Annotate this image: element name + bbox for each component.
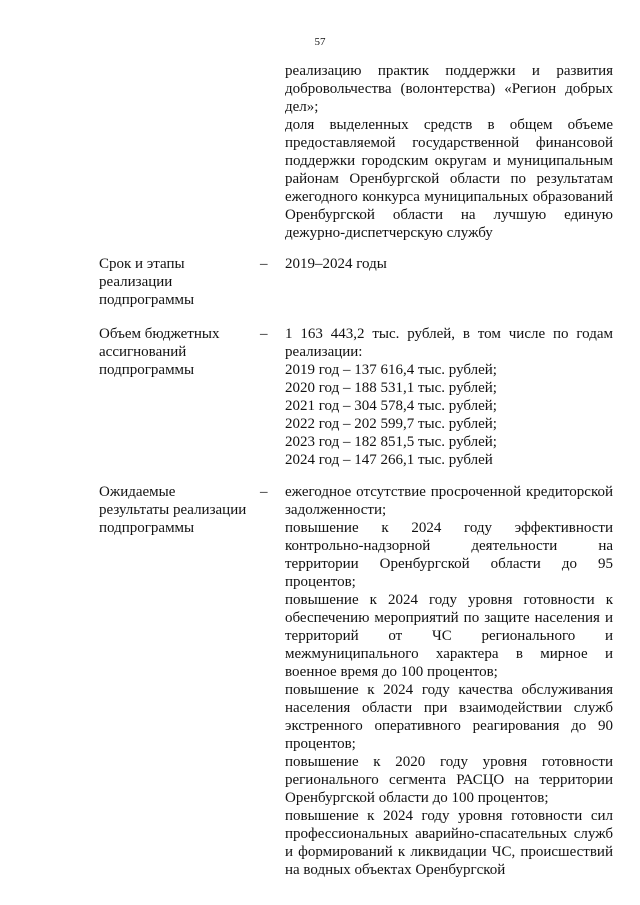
result-item: повышение к 2024 году уровня готовности сил профессиональных аварийно-спасательных служб и формирований к ликвидации ЧС, происшествий на водных объектах Оренбургской <box>285 808 613 878</box>
label-line: подпрограммы <box>99 520 195 536</box>
continuation-text <box>285 62 613 242</box>
row-value <box>285 255 613 273</box>
budget-year: 2020 год – 188 531,1 тыс. рублей; <box>285 380 497 396</box>
result-item: повышение к 2020 году уровня готовности регионального сегмента РАСЦО на территории Оренбургской области до 100 процентов; <box>285 754 613 806</box>
budget-intro: 1 163 443,2 тыс. рублей, в том числе по годам реализации: <box>285 326 613 360</box>
row-dash: – <box>260 256 268 272</box>
result-item: повышение к 2024 году эффективности контрольно-надзорной деятельности на территории Оренбургской области до 95 процентов; <box>285 520 613 590</box>
continuation-item: доля выделенных средств в общем объеме предоставляемой государственной финансовой поддержки городским округам и муниципальным районам Оренбургской области по результатам ежегодного конкурса муниципальных образований Оренбургской области на лучшую единую дежурно-диспетчерскую службу <box>285 117 613 241</box>
row-label <box>99 483 259 537</box>
budget-year: 2022 год – 202 599,7 тыс. рублей; <box>285 416 497 432</box>
budget-year: 2021 год – 304 578,4 тыс. рублей; <box>285 398 497 414</box>
page-number: 57 <box>314 36 326 48</box>
result-item: повышение к 2024 году качества обслуживания населения области при взаимодействии служб экстренного оперативного реагирования до 90 процентов; <box>285 682 613 752</box>
label-line: Объем бюджетных <box>99 326 220 342</box>
continuation-item: реализацию практик поддержки и развития добровольчества (волонтерства) «Регион добрых дел»; <box>285 63 613 115</box>
budget-year: 2019 год – 137 616,4 тыс. рублей; <box>285 362 497 378</box>
budget-year: 2024 год – 147 266,1 тыс. рублей <box>285 452 493 468</box>
label-line: реализации <box>99 274 173 290</box>
label-line: Ожидаемые <box>99 484 176 500</box>
label-line: ассигнований <box>99 344 187 360</box>
label-line: Срок и этапы <box>99 256 185 272</box>
label-line: подпрограммы <box>99 362 195 378</box>
row-dash: – <box>260 484 268 500</box>
row-value <box>285 325 613 469</box>
label-line: результаты реализации <box>99 502 247 518</box>
result-item: ежегодное отсутствие просроченной кредиторской задолженности; <box>285 484 613 518</box>
budget-year: 2023 год – 182 851,5 тыс. рублей; <box>285 434 497 450</box>
term-value: 2019–2024 годы <box>285 256 387 272</box>
budget-years-list <box>285 361 613 469</box>
row-dash: – <box>260 326 268 342</box>
row-label <box>99 325 259 379</box>
row-value <box>285 483 613 879</box>
result-item: повышение к 2024 году уровня готовности к обеспечению мероприятий по защите населения и территорий от ЧС регионального и межмуниципального характера в мирное и военное время до 100 процентов; <box>285 592 613 680</box>
label-line: подпрограммы <box>99 292 195 308</box>
row-label <box>99 255 259 309</box>
